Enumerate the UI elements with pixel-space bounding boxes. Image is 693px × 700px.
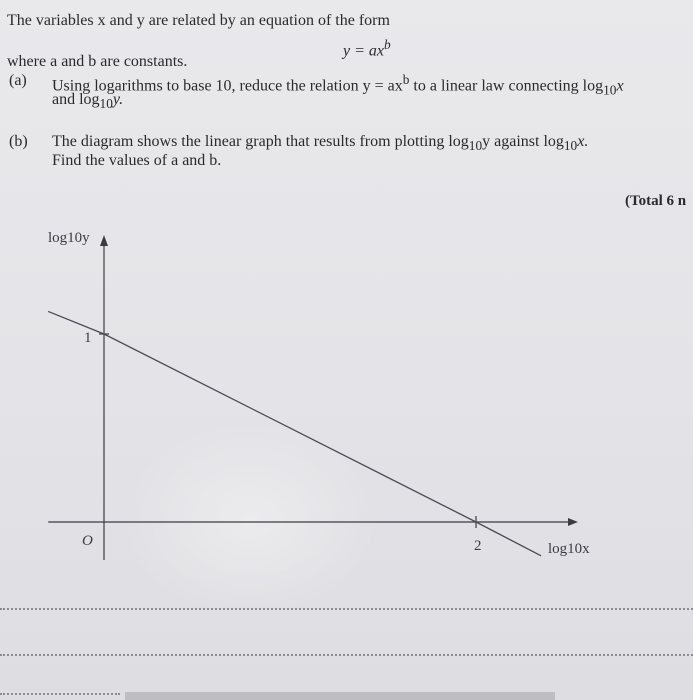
part-b-line1: The diagram shows the linear graph that results from plotting $\log_{10}y$ against $\log_{10}x$.: [52, 133, 589, 154]
part-a-line2: and $\log_{10}y$.: [52, 91, 124, 112]
part-b-label: (b): [9, 133, 28, 150]
answer-line: [0, 693, 120, 695]
x-intercept-label: 2: [474, 538, 482, 554]
y-axis-label: log10y: [48, 230, 90, 246]
question-intro: The variables x and y are related by an equation of the form: [7, 12, 390, 29]
equation-exponent: b: [384, 37, 391, 52]
origin-label: O: [82, 533, 93, 549]
x-axis-arrow: [568, 518, 578, 526]
total-marks: (Total 6 n: [625, 193, 687, 209]
data-line: [48, 311, 541, 555]
part-a-line1: Using logarithms to base 10, reduce the relation $y = ax^b$ to a linear law connecting $\log_{10}x$: [52, 72, 624, 98]
equation-text: y = ax: [343, 42, 384, 60]
page-edge: [125, 692, 555, 700]
answer-line: [0, 608, 693, 610]
y-axis-arrow: [100, 235, 108, 246]
x-axis-label: log10x: [548, 541, 590, 557]
part-b-line2: Find the values of a and b.: [52, 152, 222, 169]
constants-note: where a and b are constants.: [7, 53, 188, 70]
part-a-label: (a): [9, 72, 27, 89]
y-intercept-label: 1: [84, 330, 92, 346]
answer-line: [0, 654, 693, 656]
